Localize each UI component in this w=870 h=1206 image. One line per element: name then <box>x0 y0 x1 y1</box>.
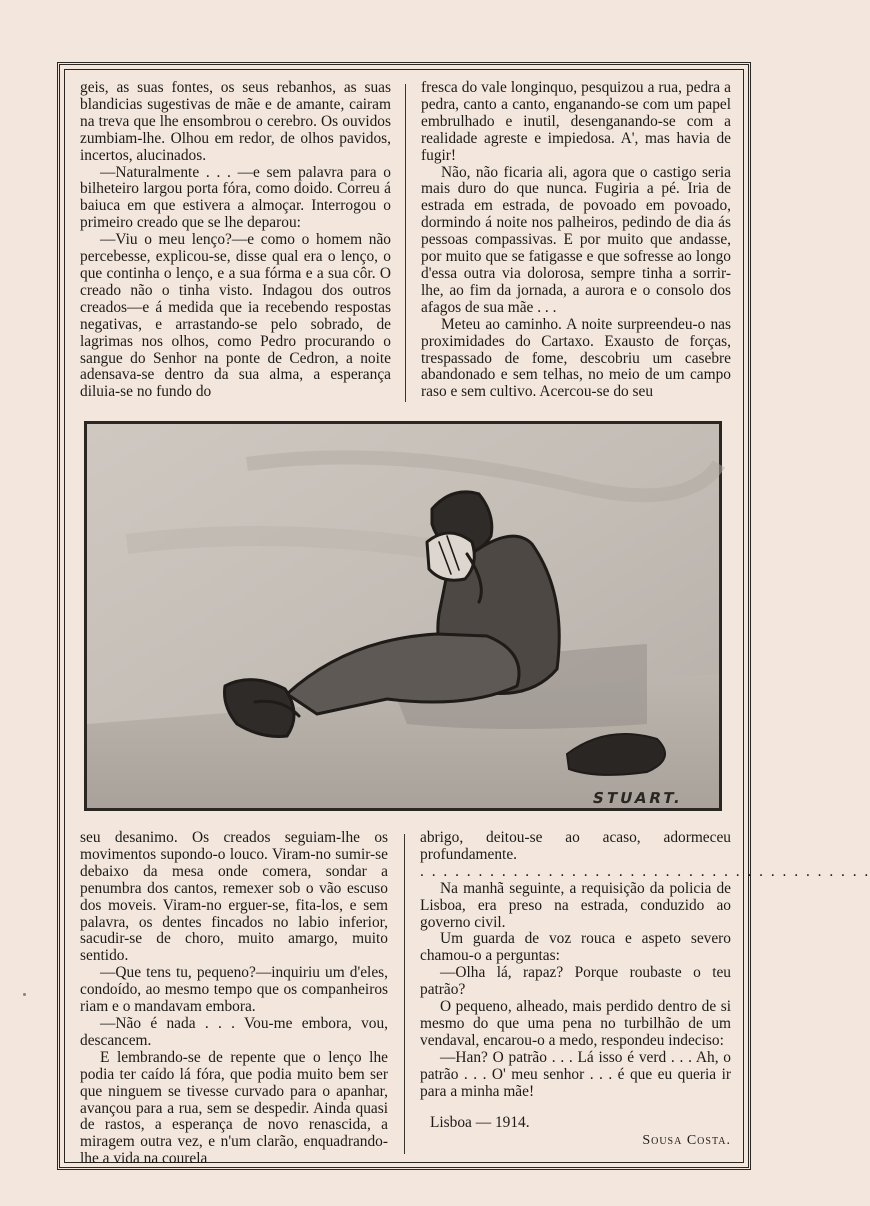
column-divider-top <box>405 84 406 402</box>
column-divider-bottom <box>404 834 405 1154</box>
paragraph: Na manhã seguinte, a requisição da policia de Lisboa, era preso na estrada, conduzido ao governo civil. <box>420 879 731 931</box>
dateline: Lisboa — 1914. <box>430 1113 530 1131</box>
column-bottom-left <box>80 830 388 1168</box>
paragraph: seu desanimo. Os creados seguiam-lhe os movimentos supondo-o louco. Viram-no sumir-se debaixo da mesa onde comera, sondar a penumbra dos cantos, remexer sob o vão escuso dos moveis. Viram-no erguer-se, fita-los, e sem palavra, os dentes fincados no labio inferior, sacudir-se de choro, muito amargo, muito sentido. <box>80 829 388 965</box>
paragraph: —Naturalmente . . . —e sem palavra para o bilheteiro largou porta fóra, como doido. Correu á baiuca em que estivera a almoçar. Interrogou o primeiro creado que se lhe deparou: <box>80 163 391 232</box>
paragraph: —Viu o meu lenço?—e como o homem não percebesse, explicou-se, disse qual era o lenço, o que continha o lenço, e a sua fórma e a sua côr. O creado não o tinha visto. Indagou dos outros creados—e á medida que ia recebendo respostas negativas, e arrastando-se pelo sobrado, de lagrimas nos olhos, como Pedro procurando o sangue do Senhor na ponte de Cedron, a noite adensava-se dentro da sua alma, a esperança diluia-se no fundo do <box>80 231 391 401</box>
section-separator: . . . . . . . . . . . . . . . . . . . . . . . . . . . . . . . . . . . . . . . <box>420 862 870 880</box>
paragraph: —Que tens tu, pequeno?—inquiriu um d'eles, condoído, ao mesmo tempo que os companheiros riam e o mandavam embora. <box>80 964 388 1016</box>
paragraph: geis, as suas fontes, os seus rebanhos, as suas blandicias sugestivas de mãe e de amante, cairam na treva que lhe ensombrou o cerebro. Os ouvidos zumbiam-lhe. Olhou em redor, de olhos pavidos, incertos, alucinados. <box>80 79 391 164</box>
paragraph: fresca do vale longinquo, pesquizou a rua, pedra a pedra, canto a canto, enganando-se com um papel embrulhado e inutil, desenganando-se com a realidade agreste e impiedosa. A', mas havia de fugir! <box>421 79 731 164</box>
illustration <box>84 421 722 811</box>
column-top-left <box>80 80 391 401</box>
paragraph: Meteu ao caminho. A noite surpreendeu-o nas proximidades do Cartaxo. Exausto de forças, trespassado de fome, descobriu um casebre abandonado e sem telhas, no meio de um campo raso e sem cultivo. Acercou-se do seu <box>421 315 731 401</box>
illustration-drawing <box>87 424 719 808</box>
paragraph: Não, não ficaria ali, agora que o castigo seria mais duro do que nunca. Fugiria a pé. Iria de estrada em estrada, de povoado em povoado, dormindo á noite nos palheiros, pedindo de dia ás pessoas compassivas. E por muito que andasse, por muito que se fatigasse e que sofresse ao longo d'essa outra via dolorosa, sempre tinha a sorrir-lhe, ao fim da jornada, a aurora e o consolo dos afagos de sua mãe . . . <box>421 163 731 316</box>
column-bottom-right <box>420 829 870 1150</box>
paragraph: Um guarda de voz rouca e aspeto severo chamou-o a perguntas: <box>420 930 731 965</box>
paragraph: —Olha lá, rapaz? Porque roubaste o teu patrão? <box>420 964 731 999</box>
paragraph: —Han? O patrão . . . Lá isso é verd . . . Ah, o patrão . . . O' meu senhor . . . é que eu queria ir para a minha mãe! <box>420 1048 731 1100</box>
paragraph: —Não é nada . . . Vou-me embora, vou, descancem. <box>80 1014 388 1049</box>
paragraph: abrigo, deitou-se ao acaso, adormeceu profundamente. <box>420 829 731 863</box>
paragraph: O pequeno, alheado, mais perdido dentro de si mesmo do que uma pena no turbilhão de um vendaval, encarou-o a medo, respondeu indeciso: <box>420 998 731 1049</box>
author-signature: Sousa Costa. <box>642 1133 731 1149</box>
paper-mark <box>23 993 26 996</box>
column-top-right <box>421 80 731 401</box>
paragraph: E lembrando-se de repente que o lenço lhe podia ter caído lá fóra, que podia muito bem ser que ninguem se tivesse curvado para o apanhar, avançou para a rua, sem se despedir. Ainda quasi de rastos, a esperança de novo renascida, a miragem outra vez, e n'um clarão, enquadrando-lhe a vida na courela <box>80 1048 388 1168</box>
artist-signature: STUART. <box>591 789 685 807</box>
